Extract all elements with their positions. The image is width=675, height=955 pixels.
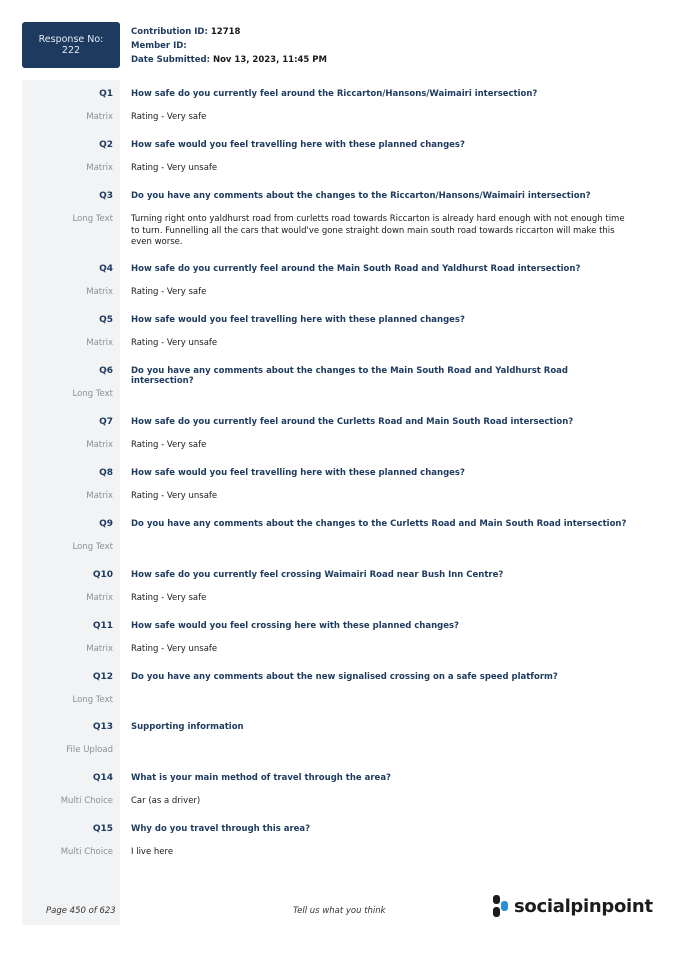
- answer-type: Matrix: [86, 112, 113, 122]
- question-text: Do you have any comments about the changes to the Riccarton/Hansons/Waimairi intersection?: [131, 191, 591, 201]
- response-label: Response No:: [38, 34, 104, 45]
- answer-type: Multi Choice: [60, 847, 113, 857]
- question-text: Do you have any comments about the changes to the Curletts Road and Main South Road intersection?: [131, 519, 627, 529]
- answer-text: I live here: [131, 847, 174, 857]
- question-text: How safe do you currently feel around the Riccarton/Hansons/Waimairi intersection?: [131, 89, 538, 99]
- response-meta: [131, 25, 327, 67]
- question-number: Q4: [99, 264, 113, 274]
- answer-type: Matrix: [86, 287, 113, 297]
- question-number: Q10: [92, 570, 113, 580]
- question-number: Q1: [99, 89, 113, 99]
- answer-type: Long Text: [72, 695, 113, 705]
- question-number: Q13: [92, 722, 113, 732]
- question-number: Q15: [92, 824, 113, 834]
- answer-type: File Upload: [66, 745, 113, 755]
- question-number: Q12: [92, 672, 113, 682]
- answer-text: Rating - Very safe: [131, 593, 207, 603]
- answer-text: Turning right onto yaldhurst road from curletts road towards Riccarton is already hard enough with not enough time to turn. Funnelling all the cars that would've gone straight down main south road towards riccarton will make this even worse.: [131, 214, 625, 247]
- question-text: Do you have any comments about the changes to the Main South Road and Yaldhurst Road intersection?: [131, 366, 568, 386]
- question-text: Why do you travel through this area?: [131, 824, 311, 834]
- question-text: How safe would you feel travelling here with these planned changes?: [131, 140, 465, 150]
- answer-text: Rating - Very unsafe: [131, 338, 218, 348]
- answer-type: Long Text: [72, 542, 113, 552]
- question-number: Q2: [99, 140, 113, 150]
- date-submitted-row: Date Submitted: Nov 13, 2023, 11:45 PM: [131, 55, 327, 65]
- question-text: How safe do you currently feel around the Curletts Road and Main South Road intersection?: [131, 417, 574, 427]
- footer-tagline: Tell us what you think: [293, 906, 386, 916]
- question-text: How safe would you feel crossing here with these planned changes?: [131, 621, 459, 631]
- question-text: Supporting information: [131, 722, 244, 732]
- question-number: Q14: [92, 773, 113, 783]
- answer-text: Rating - Very unsafe: [131, 491, 218, 501]
- answer-type: Multi Choice: [60, 796, 113, 806]
- answer-text: Rating - Very safe: [131, 112, 207, 122]
- member-id-row: Member ID:: [131, 41, 187, 51]
- question-text: How safe do you currently feel crossing Waimairi Road near Bush Inn Centre?: [131, 570, 504, 580]
- page-number: Page 450 of 623: [46, 906, 116, 916]
- answer-type: Matrix: [86, 593, 113, 603]
- answer-text: Car (as a driver): [131, 796, 201, 806]
- question-number: Q7: [99, 417, 113, 427]
- question-number: Q8: [99, 468, 113, 478]
- answer-text: Rating - Very unsafe: [131, 163, 218, 173]
- answer-type: Matrix: [86, 644, 113, 654]
- contribution-id: 12718: [210, 27, 241, 37]
- question-text: How safe do you currently feel around the Main South Road and Yaldhurst Road intersection?: [131, 264, 581, 274]
- answer-text: Rating - Very unsafe: [131, 644, 218, 654]
- answer-type: Matrix: [86, 491, 113, 501]
- question-text: How safe would you feel travelling here with these planned changes?: [131, 315, 465, 325]
- answer-type: Matrix: [86, 338, 113, 348]
- response-number-badge: [22, 22, 120, 68]
- answer-type: Matrix: [86, 440, 113, 450]
- answer-type: Long Text: [72, 214, 113, 224]
- question-number: Q11: [92, 621, 113, 631]
- answer-type: Matrix: [86, 163, 113, 173]
- question-number: Q9: [99, 519, 113, 529]
- question-number: Q5: [99, 315, 113, 325]
- contribution-id-row: Contribution ID: 12718: [131, 27, 241, 37]
- response-number: 222: [61, 45, 81, 56]
- date-submitted: Nov 13, 2023, 11:45 PM: [212, 55, 327, 65]
- question-number: Q3: [99, 191, 113, 201]
- question-text: What is your main method of travel through the area?: [131, 773, 391, 783]
- question-text: How safe would you feel travelling here with these planned changes?: [131, 468, 465, 478]
- answer-text: Rating - Very safe: [131, 287, 207, 297]
- answer-type: Long Text: [72, 389, 113, 399]
- answer-text: Rating - Very safe: [131, 440, 207, 450]
- question-number: Q6: [99, 366, 113, 376]
- question-text: Do you have any comments about the new signalised crossing on a safe speed platform?: [131, 672, 558, 682]
- socialpinpoint-logo-icon: [492, 894, 510, 918]
- brand-name: socialpinpoint: [514, 895, 653, 917]
- brand-logo: [492, 894, 653, 918]
